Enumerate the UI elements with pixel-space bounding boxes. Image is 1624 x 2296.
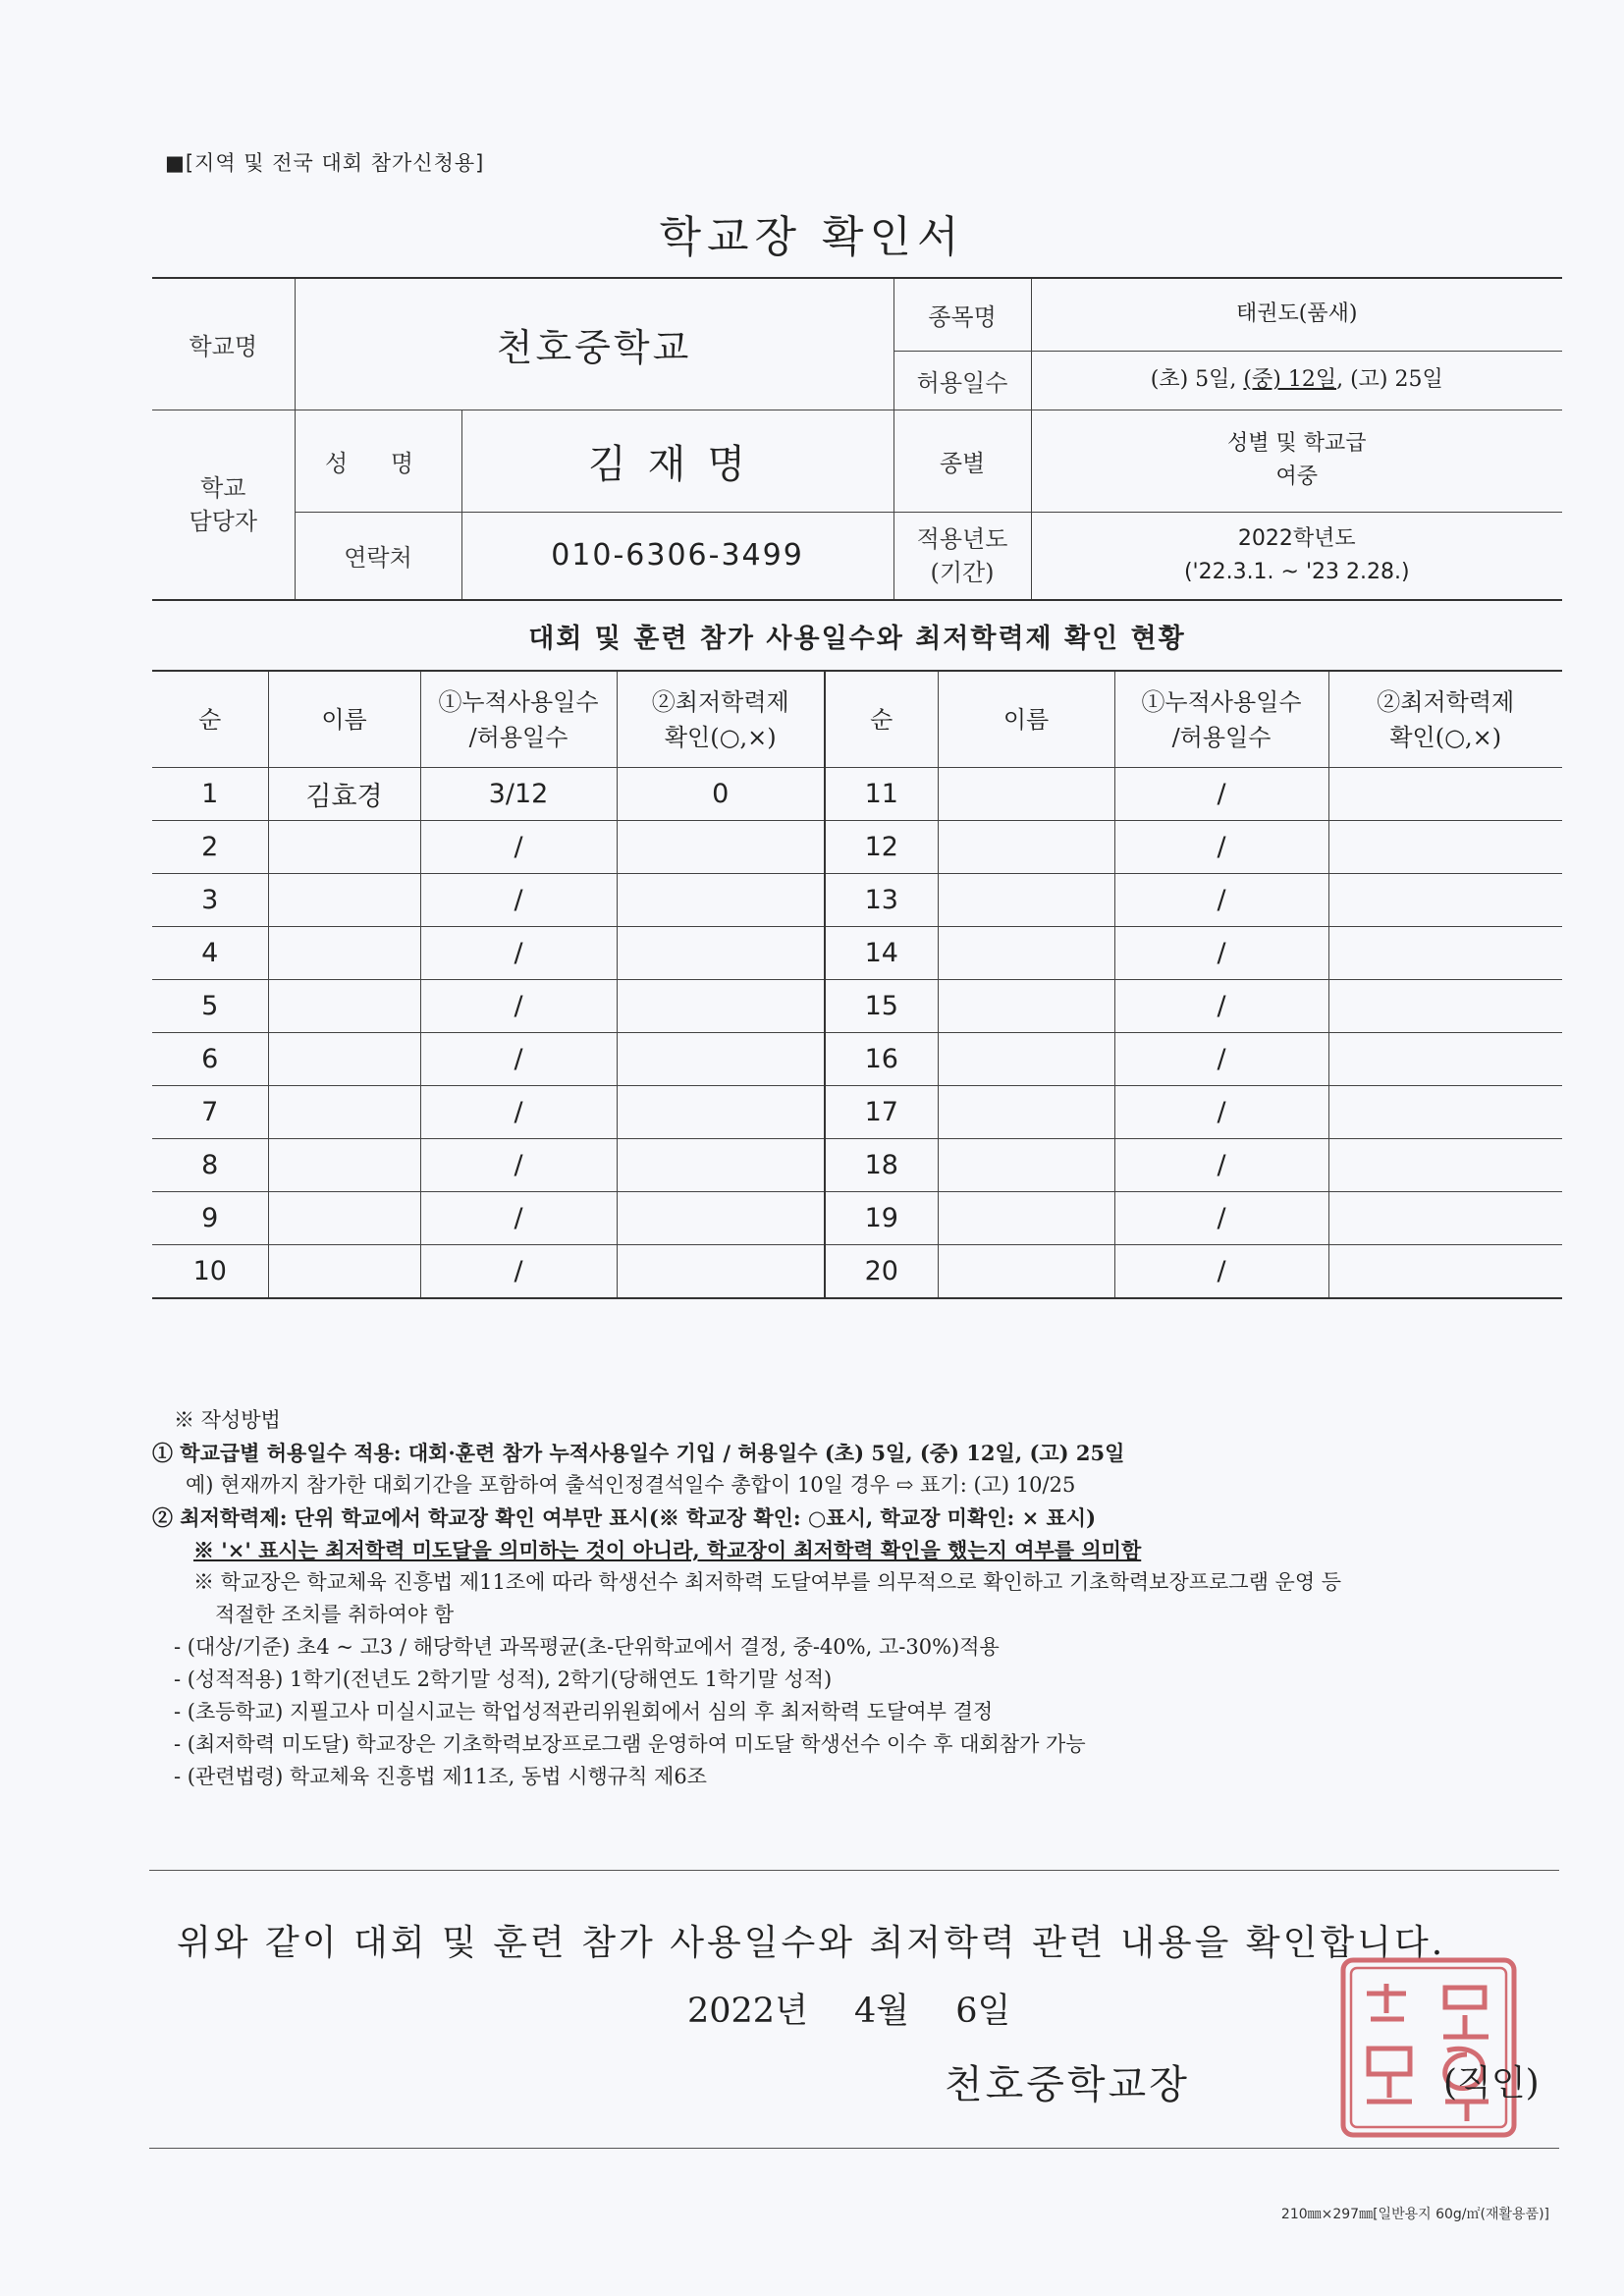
info-table: [152, 277, 1562, 601]
row-name-2: [938, 874, 1114, 927]
row-no: 1: [152, 768, 268, 821]
row-name: [268, 927, 420, 980]
row-no-2: 14: [825, 927, 938, 980]
instruction-dash-2: - (성적적용) 1학기(전년도 2학기말 성적), 2학기(당해연도 1학기말 성적): [174, 1667, 833, 1691]
row-check: [617, 874, 825, 927]
row-no-2: 20: [825, 1245, 938, 1299]
instruction-2-law-line2: 적절한 조치를 취하여야 함: [215, 1603, 455, 1626]
row-check: [617, 1192, 825, 1245]
roster-row: [152, 980, 1562, 1033]
row-usage: /: [420, 927, 617, 980]
row-no-2: 15: [825, 980, 938, 1033]
allowed-days-elem: (초) 5일,: [1150, 367, 1237, 392]
row-name: [268, 1086, 420, 1139]
row-check: [617, 1033, 825, 1086]
row-usage: /: [420, 980, 617, 1033]
header-check-line2: 확인(○,×): [664, 723, 777, 751]
row-name-2: [938, 1245, 1114, 1299]
row-name-2: [938, 1192, 1114, 1245]
header-usage-2: [1114, 671, 1328, 768]
row-check-2: [1328, 1033, 1562, 1086]
row-usage-2: /: [1114, 1192, 1328, 1245]
row-check-2: [1328, 1086, 1562, 1139]
row-no-2: 16: [825, 1033, 938, 1086]
header-check: [617, 671, 825, 768]
event-value: 태권도(품새): [1031, 278, 1562, 351]
row-usage-2: /: [1114, 1139, 1328, 1192]
header-usage-line2: /허용일수: [468, 723, 568, 751]
contact-value: 010-6306-3499: [461, 512, 893, 600]
row-check: [617, 1245, 825, 1299]
row-name: 김효경: [268, 768, 420, 821]
instruction-dash-3: - (초등학교) 지필고사 미실시교는 학업성적관리위원회에서 심의 후 최저학력 도달여부 결정: [174, 1700, 994, 1723]
row-name: [268, 874, 420, 927]
header-check-2-line1: ②최저학력제: [1377, 687, 1515, 716]
row-name: [268, 1192, 420, 1245]
school-name: 천호중학교: [295, 278, 893, 410]
header-usage: [420, 671, 617, 768]
period-range: ('22.3.1. ~ '23 2.28.): [1183, 559, 1410, 584]
seal-label: (직인): [1443, 2063, 1540, 2104]
row-check: [617, 980, 825, 1033]
roster-row: [152, 821, 1562, 874]
roster-row: [152, 874, 1562, 927]
instruction-2: ② 최저학력제: 단위 학교에서 학교장 확인 여부만 표시(※ 학교장 확인: ○표시, 학교장 미확인: × 표시): [152, 1505, 1097, 1530]
header-check-line1: ②최저학력제: [651, 687, 789, 716]
row-name-2: [938, 927, 1114, 980]
row-usage: 3/12: [420, 768, 617, 821]
instruction-1: ① 학교급별 허용일수 적용: 대회·훈련 참가 누적사용일수 기입 / 허용일수 (초) 5일, (중) 12일, (고) 25일: [152, 1441, 1125, 1465]
roster-table: [152, 670, 1562, 1299]
header-no: 순: [152, 671, 268, 768]
roster-row: [152, 1245, 1562, 1299]
row-usage-2: /: [1114, 1033, 1328, 1086]
row-no-2: 11: [825, 768, 938, 821]
row-no-2: 19: [825, 1192, 938, 1245]
row-usage-2: /: [1114, 1086, 1328, 1139]
header-usage-line1: ①누적사용일수: [438, 687, 599, 716]
row-no: 6: [152, 1033, 268, 1086]
row-check-2: [1328, 768, 1562, 821]
header-check-2-line2: 확인(○,×): [1389, 723, 1502, 751]
row-usage-2: /: [1114, 980, 1328, 1033]
issue-date: [687, 1984, 1046, 2033]
category-line1: 성별 및 학교급: [1227, 431, 1367, 456]
row-usage-2: /: [1114, 874, 1328, 927]
period-year: 2022학년도: [1237, 525, 1356, 551]
row-usage-2: /: [1114, 821, 1328, 874]
allowed-days-middle: (중) 12일: [1243, 367, 1337, 392]
row-usage-2: /: [1114, 768, 1328, 821]
row-name-2: [938, 1033, 1114, 1086]
row-name-2: [938, 980, 1114, 1033]
row-no: 7: [152, 1086, 268, 1139]
confirmation-statement: 위와 같이 대회 및 훈련 참가 사용일수와 최저학력 관련 내용을 확인합니다.: [177, 1923, 1446, 1963]
instruction-dash-5: - (관련법령) 학교체육 진흥법 제11조, 동법 시행규칙 제6조: [174, 1765, 707, 1788]
roster-row: [152, 768, 1562, 821]
roster-row: [152, 1192, 1562, 1245]
date-day: 6일: [955, 1992, 1011, 2031]
official-seal-stamp: [1337, 1954, 1520, 2141]
header-usage-2-line2: /허용일수: [1171, 723, 1272, 751]
principal-signature: 천호중학교장: [945, 2062, 1190, 2107]
row-usage: /: [420, 1086, 617, 1139]
roster-row: [152, 1139, 1562, 1192]
row-no: 3: [152, 874, 268, 927]
row-check-2: [1328, 1192, 1562, 1245]
manager-label: [152, 410, 295, 600]
school-label: 학교명: [152, 278, 295, 410]
allowed-days-label: 허용일수: [893, 351, 1031, 410]
row-no: 10: [152, 1245, 268, 1299]
row-no-2: 12: [825, 821, 938, 874]
date-year: 2022년: [687, 1992, 808, 2031]
date-month: 4월: [854, 1992, 910, 2031]
row-name: [268, 980, 420, 1033]
manager-label-line1: 학교: [200, 473, 246, 502]
row-check: [617, 927, 825, 980]
row-usage-2: /: [1114, 1245, 1328, 1299]
allowed-days-high: , (고) 25일: [1336, 367, 1443, 392]
row-check: 0: [617, 768, 825, 821]
instruction-2-note: ※ '×' 표시는 최저학력 미도달을 의미하는 것이 아니라, 학교장이 최저학력 확인을 했는지 여부를 의미함: [193, 1538, 1142, 1562]
row-check-2: [1328, 927, 1562, 980]
instruction-1-example: 예) 현재까지 참가한 대회기간을 포함하여 출석인정결석일수 총합이 10일 경우 ⇨ 표기: (고) 10/25: [186, 1473, 1076, 1497]
row-name-2: [938, 768, 1114, 821]
divider-top: [149, 1870, 1559, 1871]
instruction-2-law-line1: ※ 학교장은 학교체육 진흥법 제11조에 따라 학생선수 최저학력 도달여부를 의무적으로 확인하고 기초학력보장프로그램 운영 등: [193, 1570, 1342, 1594]
header-check-2: [1328, 671, 1562, 768]
allowed-days-value: [1031, 351, 1562, 410]
row-check: [617, 1139, 825, 1192]
event-label: 종목명: [893, 278, 1031, 351]
row-name: [268, 1033, 420, 1086]
period-label-line2: (기간): [930, 558, 995, 586]
row-usage: /: [420, 1139, 617, 1192]
period-label-line1: 적용년도: [916, 524, 1008, 553]
row-no: 4: [152, 927, 268, 980]
header-usage-2-line1: ①누적사용일수: [1141, 687, 1302, 716]
row-check: [617, 821, 825, 874]
row-no-2: 13: [825, 874, 938, 927]
manager-label-line2: 담당자: [189, 507, 258, 535]
row-check-2: [1328, 821, 1562, 874]
instruction-dash-4: - (최저학력 미도달) 학교장은 기초학력보장프로그램 운영하여 미도달 학생선수 이수 후 대회참가 가능: [174, 1732, 1086, 1756]
roster-row: [152, 1033, 1562, 1086]
row-check-2: [1328, 874, 1562, 927]
row-no: 2: [152, 821, 268, 874]
row-name-2: [938, 821, 1114, 874]
row-no: 8: [152, 1139, 268, 1192]
category-label: 종별: [893, 410, 1031, 512]
form-type-tag: ■[지역 및 전국 대회 참가신청용]: [165, 151, 485, 175]
manager-name: 김재명: [461, 410, 893, 512]
row-usage: /: [420, 821, 617, 874]
header-name-2: 이름: [938, 671, 1114, 768]
row-name-2: [938, 1086, 1114, 1139]
contact-label: 연락처: [295, 512, 461, 600]
row-usage: /: [420, 874, 617, 927]
period-label: [893, 512, 1031, 600]
header-no-2: 순: [825, 671, 938, 768]
row-usage: /: [420, 1192, 617, 1245]
section-title: 대회 및 훈련 참가 사용일수와 최저학력제 확인 현황: [528, 624, 1186, 654]
instructions: [152, 1404, 1566, 1793]
document-title: 학교장 확인서: [659, 212, 965, 262]
period-value: [1031, 512, 1562, 600]
row-check-2: [1328, 1245, 1562, 1299]
paper-spec: 210㎜×297㎜[일반용지 60g/㎡(재활용품)]: [1280, 2207, 1549, 2222]
header-name: 이름: [268, 671, 420, 768]
name-label: 성 명: [295, 410, 461, 512]
instruction-dash-1: - (대상/기준) 초4 ~ 고3 / 해당학년 과목평균(초-단위학교에서 결정, 중-40%, 고-30%)적용: [174, 1635, 1000, 1659]
row-no: 5: [152, 980, 268, 1033]
row-usage-2: /: [1114, 927, 1328, 980]
row-no-2: 18: [825, 1139, 938, 1192]
category-line2: 여중: [1275, 465, 1319, 489]
row-no-2: 17: [825, 1086, 938, 1139]
roster-row: [152, 1086, 1562, 1139]
category-value: [1031, 410, 1562, 512]
roster-header-row: [152, 671, 1562, 768]
row-check: [617, 1086, 825, 1139]
row-name-2: [938, 1139, 1114, 1192]
row-name: [268, 1245, 420, 1299]
row-name: [268, 1139, 420, 1192]
divider-bottom: [149, 2148, 1559, 2149]
row-no: 9: [152, 1192, 268, 1245]
roster-row: [152, 927, 1562, 980]
instructions-heading: ※ 작성방법: [174, 1408, 281, 1432]
row-check-2: [1328, 1139, 1562, 1192]
row-usage: /: [420, 1033, 617, 1086]
row-usage: /: [420, 1245, 617, 1299]
row-check-2: [1328, 980, 1562, 1033]
row-name: [268, 821, 420, 874]
